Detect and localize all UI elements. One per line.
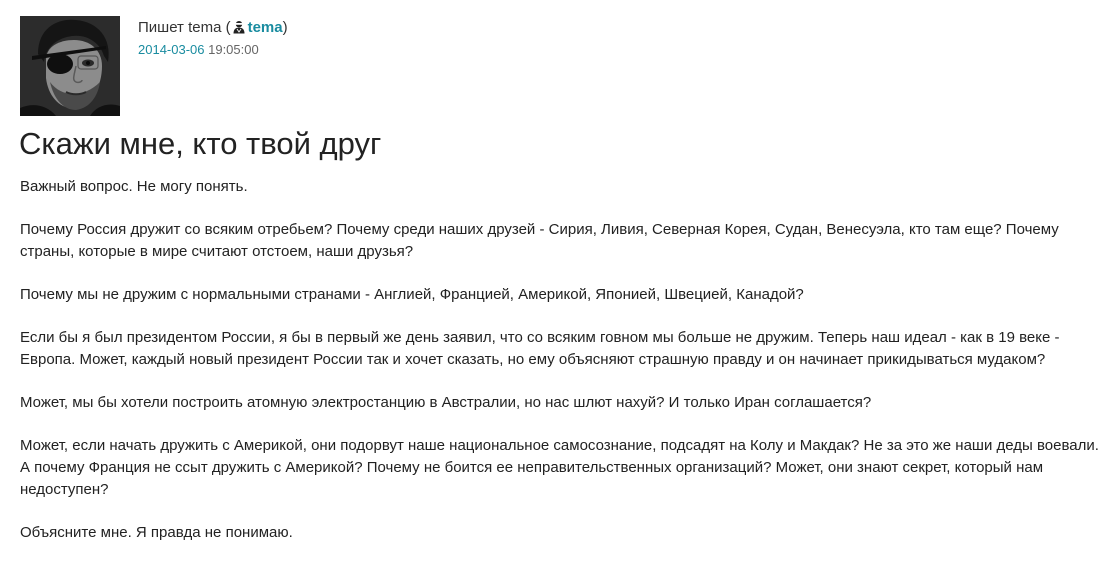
post-paragraph: Объясните мне. Я правда не понимаю. <box>20 524 293 541</box>
post-header <box>20 16 1100 118</box>
post-paragraph: Может, мы бы хотели построить атомную электростанцию в Австралии, но нас шлют нахуй? И только Иран соглашается? <box>20 394 872 411</box>
author-line <box>138 18 288 38</box>
journal-post <box>20 16 1100 565</box>
username-link[interactable]: tema <box>247 19 283 36</box>
author-prefix: Пишет tema ( <box>138 19 231 36</box>
post-paragraph: Почему Россия дружит со всяким отребьем? Почему среди наших друзей - Сирия, Ливия, Северная Корея, Судан, Венесуэла, кто там еще? Почему страны, которые в мире считают отстоем, наши друзья? <box>20 221 1059 260</box>
post-title: Скажи мне, кто твой друг <box>19 126 382 161</box>
post-paragraph: Если бы я был президентом России, я бы в первый же день заявил, что со всяким говном мы больше не дружим. Теперь наш идеал - как в 19 веке - Европа. Может, каждый новый президент России так и хочет сказать, но ему объясняют страшную правду и он начинает прикидываться мудаком? <box>20 329 1060 368</box>
post-paragraph: Может, если начать дружить с Америкой, они подорвут наше национальное самосознание, подсадят на Колу и Макдак? Не за это же наши деды воевали. А почему Франция не ссыт дружить с Америкой? Почему не боится ее неправительственных организаций? Может, они знают секрет, который нам недоступен? <box>20 437 1099 498</box>
post-time: 19:05:00 <box>204 42 259 57</box>
avatar-photo-icon <box>20 16 120 116</box>
avatar[interactable] <box>20 16 120 116</box>
post-paragraph: Почему мы не дружим с нормальными странами - Англией, Францией, Америкой, Японией, Швецией, Канадой? <box>20 286 804 303</box>
post-paragraph: Важный вопрос. Не могу понять. <box>20 178 248 195</box>
author-suffix: ) <box>282 19 288 36</box>
user-icon[interactable] <box>232 20 246 34</box>
post-meta <box>138 18 288 60</box>
post-date-link[interactable]: 2014-03-06 <box>138 42 205 57</box>
post-datetime <box>138 40 288 60</box>
post-body <box>20 176 1100 544</box>
